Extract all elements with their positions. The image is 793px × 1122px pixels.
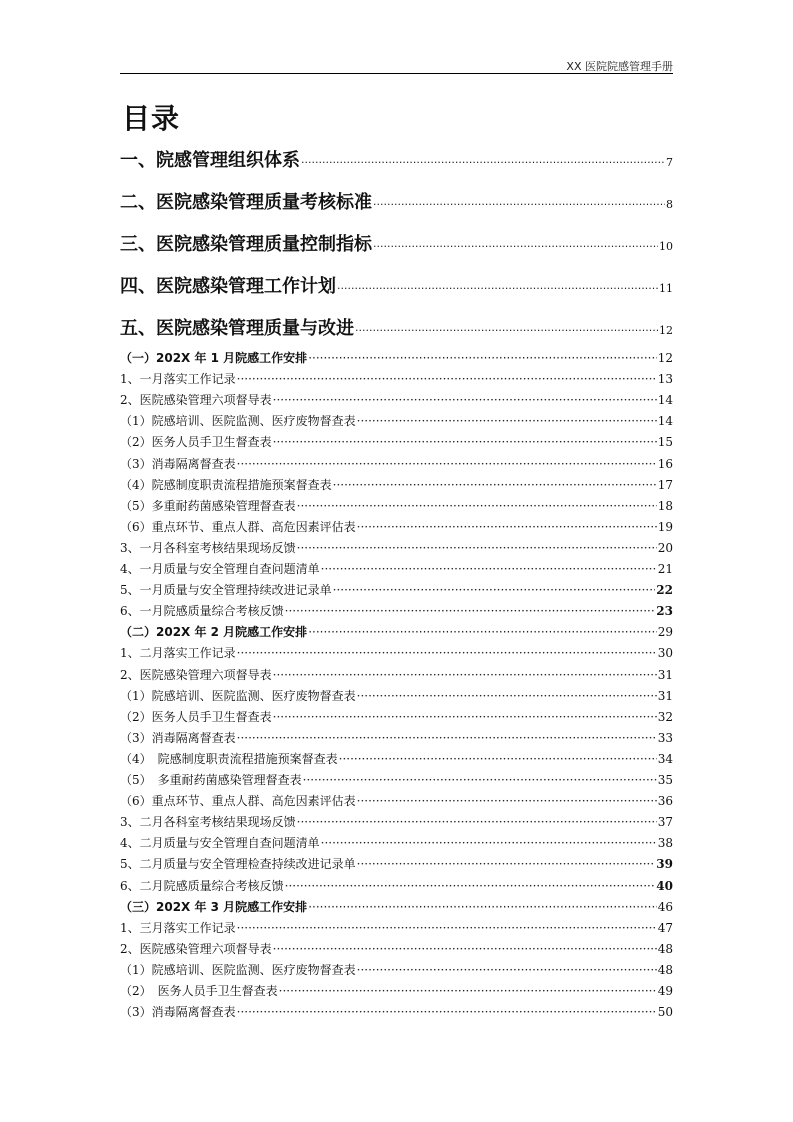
toc-entry-page: 32 <box>657 709 673 724</box>
toc-entry-label: （2）医务人员手卫生督查表 <box>120 435 272 450</box>
toc-entry-page: 36 <box>657 794 673 809</box>
toc-leader-dots <box>333 478 657 492</box>
toc-entry-label: （3）消毒隔离督查表 <box>120 730 236 745</box>
toc-entry-page: 16 <box>657 456 673 471</box>
toc-entry-label: 3、一月各科室考核结果现场反馈 <box>120 540 296 555</box>
toc-entry[interactable] <box>120 602 673 619</box>
toc-leader-dots <box>273 668 657 682</box>
toc-entry-page: 17 <box>657 477 673 492</box>
toc-leader-dots <box>357 520 657 534</box>
toc-entry-page: 10 <box>659 240 673 253</box>
toc-entry-page: 50 <box>657 1005 673 1020</box>
toc-entry-page: 35 <box>657 773 673 787</box>
toc-entry-page: 23 <box>656 604 673 619</box>
toc-entry-page: 49 <box>657 984 673 998</box>
toc-entry-label: 三、医院感染管理质量控制指标 <box>120 234 372 255</box>
toc-leader-dots <box>357 689 657 703</box>
toc-leader-dots <box>321 562 657 576</box>
toc-entry-label: （6）重点环节、重点人群、高危因素评估表 <box>120 794 356 809</box>
toc-entry-page: 13 <box>657 372 673 387</box>
toc-entry-label: 3、二月各科室考核结果现场反馈 <box>120 815 296 830</box>
toc-entry[interactable] <box>120 349 673 366</box>
toc-entry-label: 2、医院感染管理六项督导表 <box>120 393 272 408</box>
toc-entry-label: 四、医院感染管理工作计划 <box>120 276 336 297</box>
toc-entry-label: 6、二月院感质量综合考核反馈 <box>120 878 284 893</box>
toc-entry[interactable] <box>120 834 673 851</box>
toc-entry-page: 29 <box>657 625 673 640</box>
document-title: 目录 <box>122 102 181 135</box>
toc-leader-dots <box>237 646 657 660</box>
toc-leader-dots <box>273 393 657 407</box>
toc-entry-page: 15 <box>657 435 673 450</box>
toc-entry-page: 20 <box>657 540 673 555</box>
toc-entry-page: 47 <box>657 920 673 935</box>
toc-entry[interactable] <box>120 314 673 340</box>
toc-leader-dots <box>308 351 657 365</box>
toc-entry[interactable] <box>120 940 673 957</box>
toc-entry[interactable] <box>120 898 673 915</box>
toc-entry[interactable] <box>120 433 673 450</box>
toc-entry-label: （5）多重耐药菌感染管理督查表 <box>120 498 296 513</box>
toc-entry[interactable] <box>120 982 673 999</box>
toc-entry[interactable] <box>120 750 673 767</box>
toc-entry-page: 48 <box>657 941 673 956</box>
toc-leader-dots <box>297 815 657 829</box>
toc-entry[interactable] <box>120 771 673 788</box>
toc-entry-label: 2、医院感染管理六项督导表 <box>120 667 272 682</box>
toc-leader-dots <box>297 541 657 555</box>
toc-leader-dots <box>273 942 657 956</box>
toc-entry-label: （4） 院感制度职责流程措施预案督查表 <box>120 751 338 766</box>
toc-entry-page: 30 <box>657 646 673 661</box>
toc-entry[interactable] <box>120 146 673 172</box>
toc-entry-page: 40 <box>656 878 673 893</box>
toc-leader-dots <box>297 499 657 513</box>
toc-entry[interactable] <box>120 560 673 577</box>
toc-entry-label: （2） 医务人员手卫生督查表 <box>120 984 278 998</box>
toc-leader-dots <box>279 984 657 998</box>
toc-entry-label: （1）院感培训、医院监测、医疗废物督查表 <box>120 688 356 703</box>
header-rule <box>120 73 673 74</box>
toc-entry-label: （一）202X 年 1 月院感工作安排 <box>120 351 308 365</box>
toc-entry-label: 五、医院感染管理质量与改进 <box>120 318 354 339</box>
toc-leader-dots <box>373 198 665 211</box>
toc-entry-page: 14 <box>657 414 673 429</box>
toc-entry[interactable] <box>120 539 673 556</box>
toc-leader-dots <box>301 156 665 169</box>
toc-leader-dots <box>285 604 656 618</box>
toc-entry-label: 4、一月质量与安全管理自查问题清单 <box>120 562 320 576</box>
toc-entry-page: 14 <box>657 393 673 408</box>
toc-entry-label: （三）202X 年 3 月院感工作安排 <box>120 899 308 914</box>
toc-entry[interactable] <box>120 1003 673 1020</box>
toc-entry[interactable] <box>120 455 673 472</box>
toc-entry[interactable] <box>120 644 673 661</box>
toc-leader-dots <box>333 583 656 597</box>
toc-entry-page: 33 <box>657 730 673 745</box>
toc-entry[interactable] <box>120 919 673 936</box>
toc-entry-label: 1、二月落实工作记录 <box>120 646 236 661</box>
toc-entry[interactable] <box>120 581 673 598</box>
toc-entry-label: 6、一月院感质量综合考核反馈 <box>120 604 284 619</box>
toc-entry-label: （1）院感培训、医院监测、医疗废物督查表 <box>120 962 356 977</box>
toc-entry-label: 2、医院感染管理六项督导表 <box>120 941 272 956</box>
toc-leader-dots <box>308 625 657 639</box>
toc-leader-dots <box>237 731 657 745</box>
toc-entry-page: 12 <box>659 324 673 337</box>
toc-entry[interactable] <box>120 961 673 978</box>
toc-leader-dots <box>273 435 657 449</box>
toc-entry[interactable] <box>120 230 673 256</box>
toc-entry-label: （1）院感培训、医院监测、医疗废物督查表 <box>120 414 356 429</box>
toc-leader-dots <box>308 900 657 914</box>
toc-entry[interactable] <box>120 708 673 725</box>
toc-leader-dots <box>357 794 657 808</box>
toc-entry-page: 48 <box>657 962 673 977</box>
toc-entry[interactable] <box>120 813 673 830</box>
toc-entry-page: 34 <box>657 751 673 766</box>
header-text: XX 医院院感管理手册 <box>566 60 673 73</box>
toc-leader-dots <box>285 879 656 893</box>
toc-entry[interactable] <box>120 518 673 535</box>
toc-leader-dots <box>357 857 656 871</box>
toc-entry[interactable] <box>120 412 673 429</box>
toc-entry-label: 4、二月质量与安全管理自查问题清单 <box>120 836 320 851</box>
toc-leader-dots <box>357 414 657 428</box>
toc-entry-page: 38 <box>657 836 673 851</box>
toc-entry[interactable] <box>120 687 673 704</box>
toc-entry[interactable] <box>120 272 673 298</box>
toc-entry-page: 8 <box>666 198 673 211</box>
toc-entry-label: （3）消毒隔离督查表 <box>120 456 236 471</box>
toc-leader-dots <box>273 710 657 724</box>
toc-entry-label: （3）消毒隔离督查表 <box>120 1005 236 1020</box>
toc-entry-page: 37 <box>657 815 673 830</box>
toc-leader-dots <box>237 372 657 386</box>
toc-leader-dots <box>303 773 657 787</box>
toc-entry-label: 5、二月质量与安全管理检查持续改进记录单 <box>120 857 356 872</box>
toc-leader-dots <box>321 836 657 850</box>
toc-entry-label: 二、医院感染管理质量考核标准 <box>120 192 372 213</box>
toc-entry-page: 39 <box>656 857 673 872</box>
toc-leader-dots <box>237 457 657 471</box>
toc-entry-page: 18 <box>657 498 673 513</box>
toc-leader-dots <box>373 240 658 253</box>
toc-entry-page: 46 <box>657 899 673 914</box>
toc-entry-label: （2）医务人员手卫生督查表 <box>120 709 272 724</box>
toc-entry[interactable] <box>120 476 673 493</box>
toc-entry-label: （二）202X 年 2 月院感工作安排 <box>120 625 308 640</box>
toc-entry-label: （6）重点环节、重点人群、高危因素评估表 <box>120 519 356 534</box>
toc-entry[interactable] <box>120 792 673 809</box>
toc-entry[interactable] <box>120 855 673 872</box>
toc-entry[interactable] <box>120 666 673 683</box>
toc-entry[interactable] <box>120 391 673 408</box>
toc-entry-label: （5） 多重耐药菌感染管理督查表 <box>120 773 302 787</box>
toc-entry-page: 11 <box>659 282 673 295</box>
toc-entry-page: 31 <box>657 667 673 682</box>
toc-leader-dots <box>237 1005 657 1019</box>
toc-entry[interactable] <box>120 877 673 894</box>
toc-leader-dots <box>357 963 657 977</box>
toc-entry-label: 1、三月落实工作记录 <box>120 920 236 935</box>
toc-entry[interactable] <box>120 370 673 387</box>
toc-entry-page: 21 <box>657 562 673 576</box>
toc-leader-dots <box>237 921 657 935</box>
toc-leader-dots <box>339 752 657 766</box>
toc-entry-page: 22 <box>656 583 673 598</box>
toc-entry-page: 19 <box>657 519 673 534</box>
toc-entry-label: （4）院感制度职责流程措施预案督查表 <box>120 477 332 492</box>
toc-entry[interactable] <box>120 729 673 746</box>
toc-entry[interactable] <box>120 497 673 514</box>
toc-entry-page: 12 <box>657 351 673 365</box>
toc-entry-label: 一、院感管理组织体系 <box>120 150 300 171</box>
toc-entry-page: 7 <box>666 156 673 169</box>
toc-entry[interactable] <box>120 623 673 640</box>
toc-leader-dots <box>355 324 658 337</box>
toc-entry-label: 5、一月质量与安全管理持续改进记录单 <box>120 583 332 598</box>
toc-entry[interactable] <box>120 188 673 214</box>
toc-leader-dots <box>337 282 658 295</box>
toc-entry-page: 31 <box>657 688 673 703</box>
toc-entry-label: 1、一月落实工作记录 <box>120 372 236 387</box>
